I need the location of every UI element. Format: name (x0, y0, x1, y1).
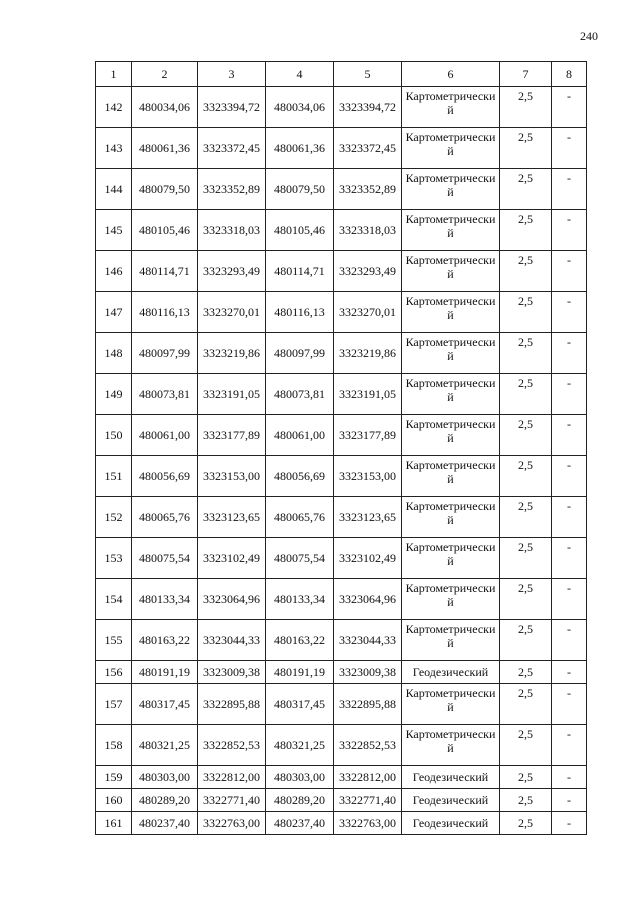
cell-method (402, 789, 500, 812)
cell-method (402, 128, 500, 169)
cell-y-coordinate-repeat: 3322771,40 (334, 789, 402, 812)
method-text: Картометрический (405, 212, 496, 240)
cell-accuracy: 2,5 (500, 684, 552, 725)
cell-point-number: 156 (96, 661, 132, 684)
cell-x-coordinate-repeat: 480303,00 (266, 766, 334, 789)
cell-y-coordinate-repeat: 3322895,88 (334, 684, 402, 725)
cell-y-coordinate-repeat: 3323153,00 (334, 456, 402, 497)
cell-y-coordinate: 3323394,72 (198, 87, 266, 128)
cell-method (402, 292, 500, 333)
table-row (96, 374, 587, 415)
cell-point-number: 145 (96, 210, 132, 251)
cell-y-coordinate-repeat: 3323123,65 (334, 497, 402, 538)
table-row (96, 292, 587, 333)
method-text: Геодезический (412, 665, 489, 679)
cell-x-coordinate-repeat: 480289,20 (266, 789, 334, 812)
cell-x-coordinate: 480079,50 (132, 169, 198, 210)
table-row (96, 497, 587, 538)
method-text: Картометрический (405, 89, 496, 117)
cell-accuracy: 2,5 (500, 415, 552, 456)
cell-x-coordinate-repeat: 480075,54 (266, 538, 334, 579)
cell-y-coordinate-repeat: 3322812,00 (334, 766, 402, 789)
cell-point-number: 154 (96, 579, 132, 620)
cell-y-coordinate: 3323044,33 (198, 620, 266, 661)
cell-y-coordinate: 3323318,03 (198, 210, 266, 251)
cell-accuracy: 2,5 (500, 725, 552, 766)
cell-accuracy: 2,5 (500, 374, 552, 415)
cell-y-coordinate-repeat: 3323270,01 (334, 292, 402, 333)
cell-note: - (552, 251, 587, 292)
table-row (96, 766, 587, 789)
cell-accuracy: 2,5 (500, 497, 552, 538)
method-text: Геодезический (412, 793, 489, 807)
table-row (96, 251, 587, 292)
method-text: Картометрический (405, 622, 496, 650)
cell-x-coordinate: 480317,45 (132, 684, 198, 725)
cell-method (402, 661, 500, 684)
method-text: Картометрический (405, 686, 496, 714)
cell-y-coordinate-repeat: 3323009,38 (334, 661, 402, 684)
cell-accuracy: 2,5 (500, 579, 552, 620)
cell-accuracy: 2,5 (500, 620, 552, 661)
cell-y-coordinate: 3322852,53 (198, 725, 266, 766)
table-row (96, 620, 587, 661)
method-text: Картометрический (405, 540, 496, 568)
table-row (96, 725, 587, 766)
column-header: 2 (132, 62, 198, 87)
cell-accuracy: 2,5 (500, 661, 552, 684)
cell-accuracy: 2,5 (500, 538, 552, 579)
cell-y-coordinate-repeat: 3323177,89 (334, 415, 402, 456)
cell-x-coordinate: 480303,00 (132, 766, 198, 789)
cell-x-coordinate-repeat: 480079,50 (266, 169, 334, 210)
cell-note: - (552, 725, 587, 766)
cell-accuracy: 2,5 (500, 292, 552, 333)
method-text: Картометрический (405, 130, 496, 158)
cell-x-coordinate: 480097,99 (132, 333, 198, 374)
cell-x-coordinate: 480289,20 (132, 789, 198, 812)
table-row (96, 128, 587, 169)
cell-method (402, 684, 500, 725)
cell-method (402, 579, 500, 620)
cell-point-number: 150 (96, 415, 132, 456)
column-header: 4 (266, 62, 334, 87)
cell-y-coordinate: 3323270,01 (198, 292, 266, 333)
column-header: 7 (500, 62, 552, 87)
cell-note: - (552, 415, 587, 456)
cell-method (402, 456, 500, 497)
cell-x-coordinate-repeat: 480065,76 (266, 497, 334, 538)
cell-x-coordinate-repeat: 480056,69 (266, 456, 334, 497)
cell-y-coordinate-repeat: 3323191,05 (334, 374, 402, 415)
cell-y-coordinate-repeat: 3323293,49 (334, 251, 402, 292)
cell-y-coordinate: 3323009,38 (198, 661, 266, 684)
cell-method (402, 210, 500, 251)
cell-accuracy: 2,5 (500, 766, 552, 789)
table-row (96, 538, 587, 579)
method-text: Геодезический (412, 816, 489, 830)
method-text: Геодезический (412, 770, 489, 784)
cell-note: - (552, 620, 587, 661)
cell-x-coordinate: 480116,13 (132, 292, 198, 333)
cell-x-coordinate: 480075,54 (132, 538, 198, 579)
cell-x-coordinate-repeat: 480116,13 (266, 292, 334, 333)
cell-point-number: 157 (96, 684, 132, 725)
cell-y-coordinate: 3323102,49 (198, 538, 266, 579)
cell-x-coordinate-repeat: 480114,71 (266, 251, 334, 292)
cell-y-coordinate-repeat: 3323318,03 (334, 210, 402, 251)
cell-y-coordinate: 3322771,40 (198, 789, 266, 812)
table-row (96, 415, 587, 456)
method-text: Картометрический (405, 458, 496, 486)
cell-x-coordinate: 480133,34 (132, 579, 198, 620)
cell-x-coordinate-repeat: 480073,81 (266, 374, 334, 415)
cell-accuracy: 2,5 (500, 128, 552, 169)
cell-method (402, 169, 500, 210)
table-row (96, 684, 587, 725)
cell-x-coordinate-repeat: 480163,22 (266, 620, 334, 661)
cell-point-number: 151 (96, 456, 132, 497)
cell-y-coordinate: 3323153,00 (198, 456, 266, 497)
cell-y-coordinate-repeat: 3323064,96 (334, 579, 402, 620)
cell-y-coordinate-repeat: 3323044,33 (334, 620, 402, 661)
coordinates-table (95, 61, 587, 835)
cell-x-coordinate: 480061,00 (132, 415, 198, 456)
cell-point-number: 159 (96, 766, 132, 789)
column-header: 1 (96, 62, 132, 87)
cell-note: - (552, 812, 587, 835)
cell-note: - (552, 333, 587, 374)
cell-x-coordinate: 480105,46 (132, 210, 198, 251)
cell-y-coordinate: 3323293,49 (198, 251, 266, 292)
cell-note: - (552, 87, 587, 128)
method-text: Картометрический (405, 727, 496, 755)
cell-method (402, 497, 500, 538)
column-header: 6 (402, 62, 500, 87)
cell-accuracy: 2,5 (500, 333, 552, 374)
cell-y-coordinate: 3323219,86 (198, 333, 266, 374)
cell-note: - (552, 661, 587, 684)
cell-y-coordinate: 3323372,45 (198, 128, 266, 169)
cell-point-number: 144 (96, 169, 132, 210)
cell-point-number: 153 (96, 538, 132, 579)
table-row (96, 812, 587, 835)
cell-accuracy: 2,5 (500, 456, 552, 497)
cell-point-number: 149 (96, 374, 132, 415)
cell-x-coordinate-repeat: 480097,99 (266, 333, 334, 374)
cell-point-number: 161 (96, 812, 132, 835)
method-text: Картометрический (405, 376, 496, 404)
cell-note: - (552, 766, 587, 789)
page-number: 240 (580, 29, 598, 43)
cell-accuracy: 2,5 (500, 789, 552, 812)
table-row (96, 661, 587, 684)
cell-method (402, 812, 500, 835)
cell-x-coordinate-repeat: 480191,19 (266, 661, 334, 684)
method-text: Картометрический (405, 171, 496, 199)
cell-x-coordinate: 480191,19 (132, 661, 198, 684)
method-text: Картометрический (405, 581, 496, 609)
cell-x-coordinate: 480163,22 (132, 620, 198, 661)
method-text: Картометрический (405, 335, 496, 363)
cell-point-number: 147 (96, 292, 132, 333)
cell-point-number: 160 (96, 789, 132, 812)
cell-method (402, 333, 500, 374)
table-row (96, 210, 587, 251)
cell-x-coordinate: 480073,81 (132, 374, 198, 415)
table-row (96, 579, 587, 620)
table-row (96, 87, 587, 128)
cell-x-coordinate-repeat: 480034,06 (266, 87, 334, 128)
cell-note: - (552, 292, 587, 333)
cell-y-coordinate-repeat: 3322763,00 (334, 812, 402, 835)
cell-y-coordinate: 3323123,65 (198, 497, 266, 538)
cell-method (402, 251, 500, 292)
cell-note: - (552, 128, 587, 169)
cell-x-coordinate-repeat: 480321,25 (266, 725, 334, 766)
cell-accuracy: 2,5 (500, 812, 552, 835)
cell-x-coordinate-repeat: 480237,40 (266, 812, 334, 835)
cell-point-number: 158 (96, 725, 132, 766)
cell-note: - (552, 374, 587, 415)
cell-note: - (552, 210, 587, 251)
cell-x-coordinate: 480056,69 (132, 456, 198, 497)
cell-note: - (552, 456, 587, 497)
table-row (96, 456, 587, 497)
cell-point-number: 142 (96, 87, 132, 128)
cell-method (402, 766, 500, 789)
cell-accuracy: 2,5 (500, 210, 552, 251)
table-row (96, 169, 587, 210)
method-text: Картометрический (405, 253, 496, 281)
cell-method (402, 725, 500, 766)
cell-method (402, 538, 500, 579)
cell-y-coordinate-repeat: 3323219,86 (334, 333, 402, 374)
table-body (96, 62, 587, 835)
cell-accuracy: 2,5 (500, 87, 552, 128)
cell-x-coordinate-repeat: 480061,00 (266, 415, 334, 456)
column-header: 5 (334, 62, 402, 87)
cell-method (402, 415, 500, 456)
cell-y-coordinate: 3323064,96 (198, 579, 266, 620)
cell-point-number: 152 (96, 497, 132, 538)
cell-y-coordinate: 3322812,00 (198, 766, 266, 789)
method-text: Картометрический (405, 417, 496, 445)
cell-point-number: 143 (96, 128, 132, 169)
column-header: 8 (552, 62, 587, 87)
column-header: 3 (198, 62, 266, 87)
cell-note: - (552, 169, 587, 210)
cell-note: - (552, 579, 587, 620)
cell-x-coordinate: 480065,76 (132, 497, 198, 538)
cell-y-coordinate: 3323352,89 (198, 169, 266, 210)
cell-note: - (552, 684, 587, 725)
cell-y-coordinate-repeat: 3323352,89 (334, 169, 402, 210)
cell-method (402, 620, 500, 661)
cell-y-coordinate: 3322895,88 (198, 684, 266, 725)
cell-y-coordinate-repeat: 3323372,45 (334, 128, 402, 169)
cell-x-coordinate-repeat: 480317,45 (266, 684, 334, 725)
cell-x-coordinate-repeat: 480133,34 (266, 579, 334, 620)
cell-y-coordinate: 3323177,89 (198, 415, 266, 456)
cell-y-coordinate-repeat: 3322852,53 (334, 725, 402, 766)
cell-note: - (552, 497, 587, 538)
cell-x-coordinate: 480114,71 (132, 251, 198, 292)
cell-method (402, 374, 500, 415)
cell-x-coordinate: 480034,06 (132, 87, 198, 128)
cell-point-number: 148 (96, 333, 132, 374)
cell-note: - (552, 789, 587, 812)
method-text: Картометрический (405, 499, 496, 527)
cell-x-coordinate: 480061,36 (132, 128, 198, 169)
cell-point-number: 155 (96, 620, 132, 661)
cell-accuracy: 2,5 (500, 169, 552, 210)
method-text: Картометрический (405, 294, 496, 322)
cell-y-coordinate: 3322763,00 (198, 812, 266, 835)
table-row (96, 333, 587, 374)
cell-method (402, 87, 500, 128)
cell-point-number: 146 (96, 251, 132, 292)
cell-y-coordinate: 3323191,05 (198, 374, 266, 415)
table-row (96, 789, 587, 812)
cell-note: - (552, 538, 587, 579)
cell-accuracy: 2,5 (500, 251, 552, 292)
cell-x-coordinate: 480237,40 (132, 812, 198, 835)
cell-x-coordinate: 480321,25 (132, 725, 198, 766)
cell-x-coordinate-repeat: 480105,46 (266, 210, 334, 251)
cell-y-coordinate-repeat: 3323394,72 (334, 87, 402, 128)
table-header-row (96, 62, 587, 87)
cell-x-coordinate-repeat: 480061,36 (266, 128, 334, 169)
cell-y-coordinate-repeat: 3323102,49 (334, 538, 402, 579)
